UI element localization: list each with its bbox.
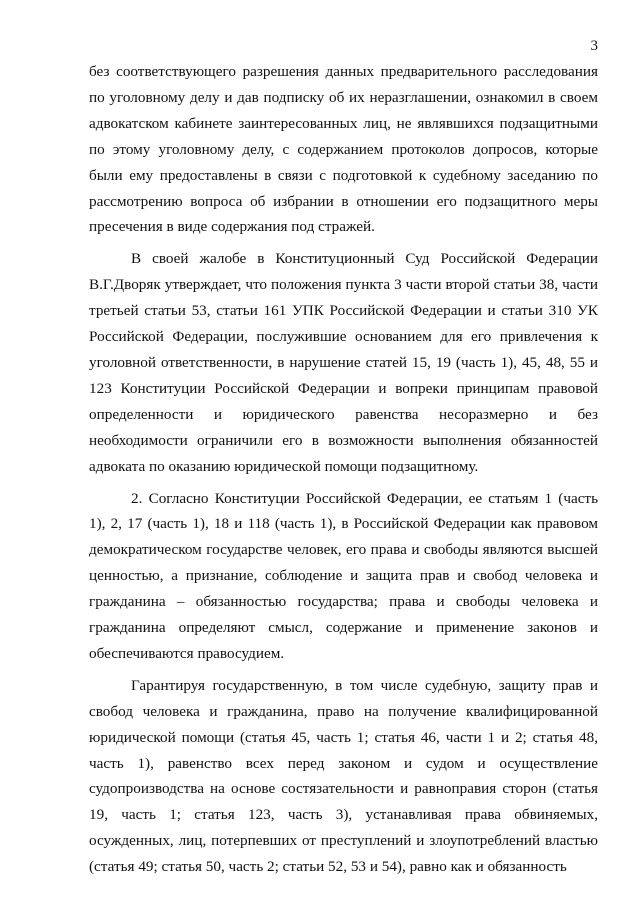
paragraph-continuation: без соответствующего разрешения данных предварительного расследования по уголовному делу и дав подписку об их неразглашении, ознакомил в своем адвокатском кабинете заинтересованных лиц, не являвшихся подзащитными по этому уголовному делу, с содержанием протоколов допросов, которые были ему предоставлены в связи с подготовкой к судебному заседанию по рассмотрению вопроса об избрании в отношении его подзащитного меры пресечения в виде содержания под стражей. <box>89 63 598 236</box>
paragraph-complaint: В своей жалобе в Конституционный Суд Российской Федерации В.Г.Дворяк утверждает, что положения пункта 3 части второй статьи 38, части третьей статьи 53, статьи 161 УПК Российской Федерации и статьи 310 УК Российской Федерации, послужившие основанием для его привлечения к уголовной ответственности, в нарушение статей 15, 19 (часть 1), 45, 48, 55 и 123 Конституции Российской Федерации и вопреки принципам правовой определенности и юридического равенства несоразмерно и без необходимости ограничили его в возможности выполнения обязанностей адвоката по оказанию юридической помощи подзащитному. <box>89 250 598 475</box>
page-number: 3 <box>590 38 598 54</box>
paragraph-constitution: 2. Согласно Конституции Российской Федерации, ее статьям 1 (часть 1), 2, 17 (часть 1), 18 и 118 (часть 1), в Российской Федерации как правовом демократическом государстве человек, его права и свободы являются высшей ценностью, а признание, соблюдение и защита прав и свобод человека и гражданина – обязанностью государства; права и свободы человека и гражданина определяют смысл, содержание и применение законов и обеспечиваются правосудием. <box>89 489 598 662</box>
paragraph-guarantees: Гарантируя государственную, в том числе судебную, защиту прав и свобод человека и гражданина, право на получение квалифицированной юридической помощи (статья 45, часть 1; статья 46, части 1 и 2; статья 48, часть 1), равенство всех перед законом и судом и осуществление судопроизводства на основе состязательности и равноправия сторон (статья 19, часть 1; статья 123, часть 3), устанавливая права обвиняемых, осужденных, лиц, потерпевших от преступлений и злоупотреблений властью (статья 49; статья 50, часть 2; статьи 52, 53 и 54), равно как и обязанность <box>89 676 598 876</box>
document-body <box>89 59 598 880</box>
